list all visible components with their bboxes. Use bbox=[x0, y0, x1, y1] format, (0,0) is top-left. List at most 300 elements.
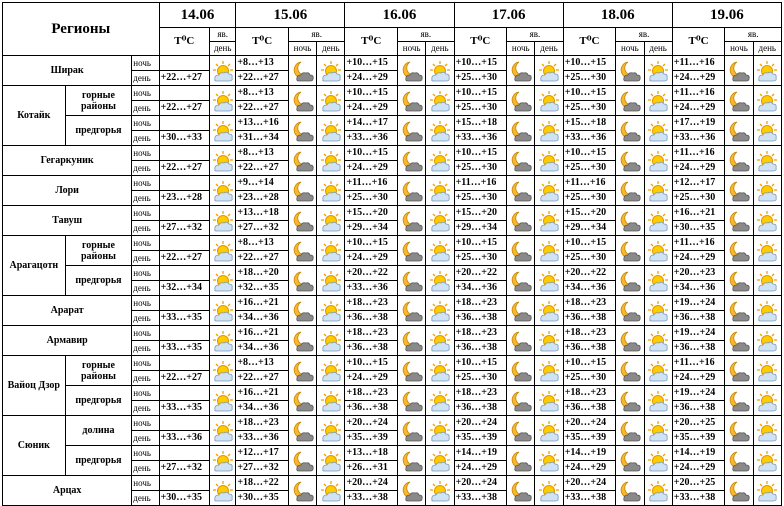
temp-night: +11…+16 bbox=[672, 236, 725, 251]
night-label: ночь bbox=[132, 146, 159, 161]
sun-cloud-icon bbox=[210, 236, 236, 266]
temp-day: +29…+34 bbox=[345, 221, 398, 236]
temp-day: +34…+36 bbox=[672, 281, 725, 296]
temp-day: +36…+38 bbox=[672, 341, 725, 356]
sun-cloud-icon bbox=[753, 446, 781, 476]
sun-cloud-icon bbox=[644, 266, 672, 296]
moon-cloud-icon bbox=[507, 146, 535, 176]
temp-night: +18…+20 bbox=[236, 266, 289, 281]
moon-cloud-icon bbox=[398, 266, 426, 296]
temp-day: +36…+38 bbox=[672, 311, 725, 326]
temp-day: +33…+35 bbox=[159, 401, 210, 416]
moon-cloud-icon bbox=[616, 56, 644, 86]
sun-cloud-icon bbox=[535, 386, 563, 416]
sun-cloud-icon bbox=[317, 176, 345, 206]
sun-cloud-icon bbox=[753, 206, 781, 236]
temp-night: +10…+15 bbox=[454, 86, 507, 101]
temp-night: +16…+21 bbox=[236, 326, 289, 341]
temp-night: +12…+17 bbox=[236, 446, 289, 461]
day-label: день bbox=[132, 311, 159, 326]
weather-header: яв. bbox=[507, 28, 564, 42]
temp-night: +19…+24 bbox=[672, 386, 725, 401]
temp-header: T⁰C bbox=[345, 28, 398, 56]
temp-day: +25…+30 bbox=[454, 371, 507, 386]
temp-night: +10…+15 bbox=[345, 236, 398, 251]
temp-night: +20…+24 bbox=[345, 476, 398, 491]
temp-night bbox=[159, 266, 210, 281]
temp-night bbox=[159, 416, 210, 431]
day-label: день bbox=[132, 131, 159, 146]
temp-day: +33…+36 bbox=[236, 431, 289, 446]
moon-cloud-icon bbox=[288, 206, 316, 236]
region-name: Арагацотн bbox=[3, 236, 66, 296]
sun-cloud-icon bbox=[535, 326, 563, 356]
temp-night bbox=[159, 326, 210, 341]
temp-day: +24…+29 bbox=[345, 251, 398, 266]
temp-night: +13…+18 bbox=[345, 446, 398, 461]
temp-day: +36…+38 bbox=[454, 341, 507, 356]
temp-night: +15…+20 bbox=[563, 206, 616, 221]
day-label: день bbox=[132, 401, 159, 416]
night-header: ночь bbox=[725, 42, 753, 56]
temp-night: +20…+22 bbox=[563, 266, 616, 281]
table-row bbox=[3, 176, 782, 191]
temp-night: +11…+16 bbox=[672, 56, 725, 71]
day-header: день bbox=[644, 42, 672, 56]
temp-day: +25…+30 bbox=[672, 191, 725, 206]
region-name: Вайоц Дзор bbox=[3, 356, 66, 416]
sun-cloud-icon bbox=[426, 386, 454, 416]
temp-day: +36…+38 bbox=[345, 311, 398, 326]
temp-night: +13…+18 bbox=[236, 206, 289, 221]
temp-night bbox=[159, 206, 210, 221]
date-header: 18.06 bbox=[563, 3, 672, 28]
night-label: ночь bbox=[132, 386, 159, 401]
table-row bbox=[3, 86, 782, 101]
night-header: ночь bbox=[398, 42, 426, 56]
temp-day: +33…+38 bbox=[454, 491, 507, 506]
temp-night bbox=[159, 446, 210, 461]
temp-day: +34…+36 bbox=[236, 311, 289, 326]
temp-day: +24…+29 bbox=[672, 71, 725, 86]
moon-cloud-icon bbox=[288, 56, 316, 86]
night-label: ночь bbox=[132, 86, 159, 101]
weather-header: яв. bbox=[288, 28, 345, 42]
sun-cloud-icon bbox=[753, 386, 781, 416]
temp-night: +20…+22 bbox=[345, 266, 398, 281]
temp-day: +33…+36 bbox=[454, 131, 507, 146]
temp-day: +33…+38 bbox=[672, 491, 725, 506]
sun-cloud-icon bbox=[644, 326, 672, 356]
temp-day: +22…+27 bbox=[236, 101, 289, 116]
temp-night: +10…+15 bbox=[345, 146, 398, 161]
moon-cloud-icon bbox=[725, 116, 753, 146]
sun-cloud-icon bbox=[753, 326, 781, 356]
temp-day: +30…+33 bbox=[159, 131, 210, 146]
subregion-name: предгорья bbox=[65, 116, 132, 146]
temp-night: +20…+24 bbox=[563, 476, 616, 491]
night-label: ночь bbox=[132, 266, 159, 281]
sun-cloud-icon bbox=[426, 476, 454, 506]
subregion-name: горные районы bbox=[65, 236, 132, 266]
temp-day: +35…+39 bbox=[672, 431, 725, 446]
moon-cloud-icon bbox=[616, 326, 644, 356]
moon-cloud-icon bbox=[507, 176, 535, 206]
temp-night bbox=[159, 56, 210, 71]
sun-cloud-icon bbox=[317, 476, 345, 506]
temp-day: +36…+38 bbox=[454, 401, 507, 416]
temp-night: +11…+16 bbox=[563, 176, 616, 191]
temp-day: +33…+35 bbox=[159, 341, 210, 356]
moon-cloud-icon bbox=[398, 416, 426, 446]
temp-night bbox=[159, 146, 210, 161]
sun-cloud-icon bbox=[317, 56, 345, 86]
temp-day: +24…+29 bbox=[345, 71, 398, 86]
moon-cloud-icon bbox=[507, 266, 535, 296]
temp-night bbox=[159, 176, 210, 191]
temp-night: +10…+15 bbox=[345, 356, 398, 371]
moon-cloud-icon bbox=[616, 446, 644, 476]
temp-header: T⁰C bbox=[454, 28, 507, 56]
temp-day: +24…+29 bbox=[345, 101, 398, 116]
temp-day: +23…+28 bbox=[159, 191, 210, 206]
temp-night: +11…+16 bbox=[672, 356, 725, 371]
sun-cloud-icon bbox=[426, 296, 454, 326]
temp-day: +24…+29 bbox=[345, 161, 398, 176]
table-row bbox=[3, 296, 782, 311]
temp-day: +25…+30 bbox=[454, 101, 507, 116]
sun-cloud-icon bbox=[753, 56, 781, 86]
moon-cloud-icon bbox=[616, 146, 644, 176]
region-name: Армавир bbox=[3, 326, 132, 356]
sun-cloud-icon bbox=[426, 446, 454, 476]
sun-cloud-icon bbox=[753, 266, 781, 296]
moon-cloud-icon bbox=[616, 266, 644, 296]
temp-night: +18…+23 bbox=[345, 296, 398, 311]
night-label: ночь bbox=[132, 116, 159, 131]
temp-night: +15…+18 bbox=[454, 116, 507, 131]
temp-night: +18…+23 bbox=[454, 326, 507, 341]
temp-night: +10…+15 bbox=[454, 56, 507, 71]
sun-cloud-icon bbox=[644, 476, 672, 506]
temp-day: +33…+36 bbox=[345, 281, 398, 296]
subregion-name: предгорья bbox=[65, 446, 132, 476]
moon-cloud-icon bbox=[616, 416, 644, 446]
sun-cloud-icon bbox=[753, 236, 781, 266]
temp-night bbox=[159, 236, 210, 251]
sun-cloud-icon bbox=[210, 356, 236, 386]
sun-cloud-icon bbox=[210, 386, 236, 416]
temp-day: +24…+29 bbox=[672, 461, 725, 476]
temp-day: +27…+32 bbox=[159, 461, 210, 476]
temp-day: +23…+28 bbox=[236, 191, 289, 206]
temp-night: +10…+15 bbox=[345, 56, 398, 71]
sun-cloud-icon bbox=[210, 116, 236, 146]
moon-cloud-icon bbox=[616, 386, 644, 416]
sun-cloud-icon bbox=[317, 356, 345, 386]
temp-day: +22…+27 bbox=[236, 71, 289, 86]
table-row bbox=[3, 326, 782, 341]
temp-day: +22…+27 bbox=[159, 101, 210, 116]
table-row bbox=[3, 386, 782, 401]
temp-header: T⁰C bbox=[236, 28, 289, 56]
day-label: день bbox=[132, 281, 159, 296]
temp-night: +17…+19 bbox=[672, 116, 725, 131]
temp-night: +20…+25 bbox=[672, 416, 725, 431]
moon-cloud-icon bbox=[616, 236, 644, 266]
temp-header: T⁰C bbox=[159, 28, 210, 56]
temp-night: +18…+23 bbox=[563, 326, 616, 341]
region-name: Сюник bbox=[3, 416, 66, 476]
moon-cloud-icon bbox=[507, 446, 535, 476]
sun-cloud-icon bbox=[535, 146, 563, 176]
moon-cloud-icon bbox=[616, 206, 644, 236]
moon-cloud-icon bbox=[288, 356, 316, 386]
day-label: день bbox=[132, 251, 159, 266]
region-name: Лори bbox=[3, 176, 132, 206]
temp-day: +22…+27 bbox=[236, 251, 289, 266]
day-header: день bbox=[317, 42, 345, 56]
sun-cloud-icon bbox=[210, 176, 236, 206]
moon-cloud-icon bbox=[398, 386, 426, 416]
sun-cloud-icon bbox=[317, 386, 345, 416]
night-label: ночь bbox=[132, 416, 159, 431]
moon-cloud-icon bbox=[616, 116, 644, 146]
moon-cloud-icon bbox=[288, 86, 316, 116]
sun-cloud-icon bbox=[210, 206, 236, 236]
moon-cloud-icon bbox=[288, 476, 316, 506]
temp-day: +36…+38 bbox=[672, 401, 725, 416]
moon-cloud-icon bbox=[616, 296, 644, 326]
table-row bbox=[3, 206, 782, 221]
moon-cloud-icon bbox=[398, 236, 426, 266]
moon-cloud-icon bbox=[725, 326, 753, 356]
sun-cloud-icon bbox=[317, 146, 345, 176]
temp-day: +36…+38 bbox=[563, 311, 616, 326]
table-row bbox=[3, 56, 782, 71]
temp-header: T⁰C bbox=[672, 28, 725, 56]
temp-day: +22…+27 bbox=[236, 371, 289, 386]
temp-day: +24…+29 bbox=[454, 461, 507, 476]
moon-cloud-icon bbox=[725, 446, 753, 476]
moon-cloud-icon bbox=[725, 296, 753, 326]
temp-night: +14…+19 bbox=[563, 446, 616, 461]
sun-cloud-icon bbox=[644, 416, 672, 446]
sun-cloud-icon bbox=[317, 266, 345, 296]
temp-day: +24…+29 bbox=[345, 371, 398, 386]
sun-cloud-icon bbox=[535, 236, 563, 266]
day-label: день bbox=[132, 341, 159, 356]
moon-cloud-icon bbox=[507, 416, 535, 446]
sun-cloud-icon bbox=[210, 416, 236, 446]
temp-night: +19…+24 bbox=[672, 296, 725, 311]
day-header: день bbox=[426, 42, 454, 56]
moon-cloud-icon bbox=[288, 416, 316, 446]
temp-day: +22…+27 bbox=[159, 251, 210, 266]
table-row bbox=[3, 446, 782, 461]
night-label: ночь bbox=[132, 176, 159, 191]
subregion-name: предгорья bbox=[65, 266, 132, 296]
moon-cloud-icon bbox=[616, 86, 644, 116]
temp-day: +25…+30 bbox=[563, 191, 616, 206]
region-name: Тавуш bbox=[3, 206, 132, 236]
regions-header: Регионы bbox=[3, 3, 160, 56]
region-name: Ширак bbox=[3, 56, 132, 86]
sun-cloud-icon bbox=[426, 146, 454, 176]
table-row bbox=[3, 266, 782, 281]
sun-cloud-icon bbox=[317, 86, 345, 116]
sun-cloud-icon bbox=[644, 56, 672, 86]
moon-cloud-icon bbox=[507, 56, 535, 86]
sun-cloud-icon bbox=[426, 116, 454, 146]
temp-day: +25…+30 bbox=[454, 191, 507, 206]
temp-night: +15…+18 bbox=[563, 116, 616, 131]
sun-cloud-icon bbox=[535, 176, 563, 206]
temp-night bbox=[159, 86, 210, 101]
temp-night: +11…+16 bbox=[454, 176, 507, 191]
moon-cloud-icon bbox=[725, 176, 753, 206]
sun-cloud-icon bbox=[644, 86, 672, 116]
sun-cloud-icon bbox=[535, 206, 563, 236]
temp-night: +18…+23 bbox=[345, 326, 398, 341]
temp-night: +10…+15 bbox=[454, 146, 507, 161]
date-header: 16.06 bbox=[345, 3, 454, 28]
weather-header: яв. bbox=[210, 28, 236, 42]
temp-night: +8…+13 bbox=[236, 236, 289, 251]
moon-cloud-icon bbox=[616, 356, 644, 386]
table-row bbox=[3, 116, 782, 131]
moon-cloud-icon bbox=[725, 416, 753, 446]
night-label: ночь bbox=[132, 356, 159, 371]
sun-cloud-icon bbox=[210, 86, 236, 116]
moon-cloud-icon bbox=[507, 386, 535, 416]
temp-night: +10…+15 bbox=[454, 356, 507, 371]
temp-day: +30…+35 bbox=[159, 491, 210, 506]
sun-cloud-icon bbox=[753, 356, 781, 386]
moon-cloud-icon bbox=[288, 446, 316, 476]
temp-night: +9…+14 bbox=[236, 176, 289, 191]
temp-night: +8…+13 bbox=[236, 146, 289, 161]
temp-day: +35…+39 bbox=[345, 431, 398, 446]
temp-day: +33…+36 bbox=[672, 131, 725, 146]
moon-cloud-icon bbox=[288, 296, 316, 326]
moon-cloud-icon bbox=[725, 206, 753, 236]
night-header: ночь bbox=[507, 42, 535, 56]
temp-day: +31…+34 bbox=[236, 131, 289, 146]
temp-day: +22…+27 bbox=[159, 161, 210, 176]
subregion-name: долина bbox=[65, 416, 132, 446]
sun-cloud-icon bbox=[644, 296, 672, 326]
sun-cloud-icon bbox=[535, 116, 563, 146]
temp-night: +8…+13 bbox=[236, 56, 289, 71]
moon-cloud-icon bbox=[507, 206, 535, 236]
temp-night: +8…+13 bbox=[236, 86, 289, 101]
temp-day: +25…+30 bbox=[563, 101, 616, 116]
moon-cloud-icon bbox=[398, 116, 426, 146]
night-label: ночь bbox=[132, 326, 159, 341]
sun-cloud-icon bbox=[426, 356, 454, 386]
day-label: день bbox=[132, 461, 159, 476]
sun-cloud-icon bbox=[535, 416, 563, 446]
day-label: день bbox=[132, 371, 159, 386]
date-header: 14.06 bbox=[159, 3, 236, 28]
moon-cloud-icon bbox=[725, 356, 753, 386]
temp-night bbox=[159, 356, 210, 371]
temp-night: +20…+25 bbox=[672, 476, 725, 491]
temp-night: +20…+24 bbox=[563, 416, 616, 431]
temp-day: +25…+30 bbox=[454, 251, 507, 266]
region-name: Котайк bbox=[3, 86, 66, 146]
sun-cloud-icon bbox=[753, 476, 781, 506]
sun-cloud-icon bbox=[753, 146, 781, 176]
moon-cloud-icon bbox=[507, 86, 535, 116]
day-label: день bbox=[132, 491, 159, 506]
day-label: день bbox=[132, 101, 159, 116]
table-row bbox=[3, 236, 782, 251]
sun-cloud-icon bbox=[210, 266, 236, 296]
day-label: день bbox=[132, 221, 159, 236]
night-label: ночь bbox=[132, 296, 159, 311]
temp-day: +32…+34 bbox=[159, 281, 210, 296]
sun-cloud-icon bbox=[644, 206, 672, 236]
temp-day: +24…+29 bbox=[672, 251, 725, 266]
temp-day: +27…+32 bbox=[159, 221, 210, 236]
temp-night bbox=[159, 476, 210, 491]
sun-cloud-icon bbox=[210, 146, 236, 176]
region-name: Гегаркуник bbox=[3, 146, 132, 176]
moon-cloud-icon bbox=[507, 326, 535, 356]
temp-day: +34…+36 bbox=[454, 281, 507, 296]
moon-cloud-icon bbox=[288, 266, 316, 296]
temp-night bbox=[159, 116, 210, 131]
moon-cloud-icon bbox=[398, 206, 426, 236]
day-label: день bbox=[132, 191, 159, 206]
sun-cloud-icon bbox=[644, 116, 672, 146]
sun-cloud-icon bbox=[535, 446, 563, 476]
day-label: день bbox=[132, 431, 159, 446]
day-header: день bbox=[753, 42, 781, 56]
temp-day: +36…+38 bbox=[454, 311, 507, 326]
moon-cloud-icon bbox=[288, 386, 316, 416]
sun-cloud-icon bbox=[644, 386, 672, 416]
moon-cloud-icon bbox=[398, 86, 426, 116]
day-label: день bbox=[132, 161, 159, 176]
sun-cloud-icon bbox=[426, 416, 454, 446]
table-row bbox=[3, 416, 782, 431]
temp-night: +15…+20 bbox=[454, 206, 507, 221]
temp-night: +13…+16 bbox=[236, 116, 289, 131]
sun-cloud-icon bbox=[535, 296, 563, 326]
region-name: Арцах bbox=[3, 476, 132, 506]
moon-cloud-icon bbox=[725, 146, 753, 176]
temp-night: +10…+15 bbox=[563, 86, 616, 101]
weather-header: яв. bbox=[616, 28, 673, 42]
sun-cloud-icon bbox=[210, 446, 236, 476]
moon-cloud-icon bbox=[507, 476, 535, 506]
temp-day: +25…+30 bbox=[454, 161, 507, 176]
temp-night: +20…+24 bbox=[454, 416, 507, 431]
sun-cloud-icon bbox=[753, 416, 781, 446]
sun-cloud-icon bbox=[426, 86, 454, 116]
temp-day: +30…+35 bbox=[672, 221, 725, 236]
sun-cloud-icon bbox=[535, 356, 563, 386]
day-label: день bbox=[132, 71, 159, 86]
night-label: ночь bbox=[132, 56, 159, 71]
temp-night: +10…+15 bbox=[563, 356, 616, 371]
temp-night: +18…+23 bbox=[454, 296, 507, 311]
sun-cloud-icon bbox=[753, 296, 781, 326]
temp-day: +36…+38 bbox=[563, 341, 616, 356]
